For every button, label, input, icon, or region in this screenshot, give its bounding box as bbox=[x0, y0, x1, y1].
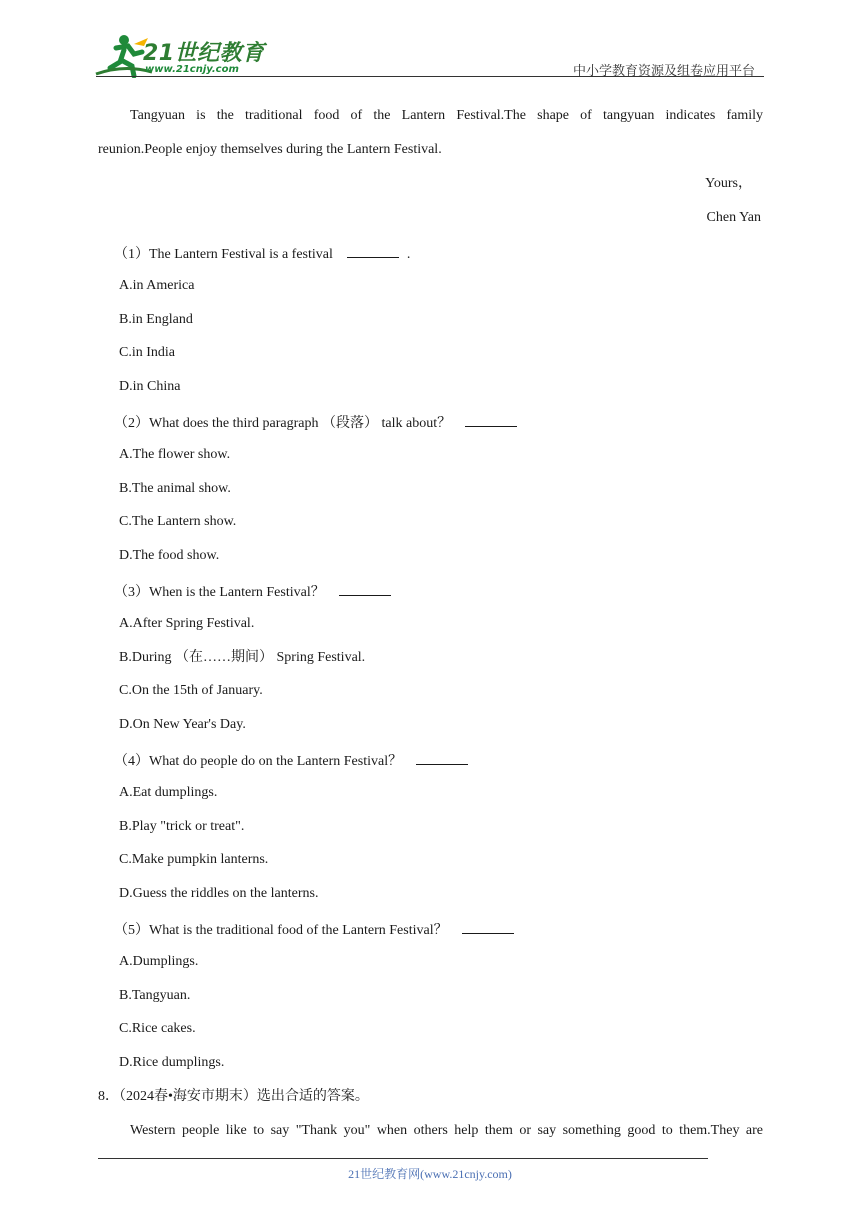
option-2c: C.The Lantern show. bbox=[119, 514, 237, 529]
question-stem: （3）When is the Lantern Festival？ bbox=[114, 585, 325, 600]
option-2d: D.The food show. bbox=[119, 548, 220, 563]
letter-closing: Yours， bbox=[705, 176, 752, 191]
option-2a: A.The flower show. bbox=[119, 447, 231, 462]
option-4a: A.Eat dumplings. bbox=[119, 785, 218, 800]
option-5b: B.Tangyuan. bbox=[119, 988, 191, 1003]
question-2 bbox=[114, 412, 517, 433]
option-4d: D.Guess the riddles on the lanterns. bbox=[119, 886, 319, 901]
question-5 bbox=[114, 919, 514, 940]
option-3c: C.On the 15th of January. bbox=[119, 683, 263, 698]
option-5d: D.Rice dumplings. bbox=[119, 1055, 225, 1070]
header-tagline: 中小学教育资源及组卷应用平台 bbox=[572, 63, 755, 78]
option-1b: B.in England bbox=[119, 312, 193, 327]
option-3b: B.During （在……期间） Spring Festival. bbox=[119, 650, 366, 665]
option-5c: C.Rice cakes. bbox=[119, 1021, 196, 1036]
answer-blank bbox=[465, 412, 517, 427]
question-end: . bbox=[406, 247, 411, 262]
question-3 bbox=[114, 581, 391, 602]
item-8-heading: 8．（2024春•海安市期末）选出合适的答案。 bbox=[98, 1089, 369, 1104]
answer-blank bbox=[416, 750, 468, 765]
option-4c: C.Make pumpkin lanterns. bbox=[119, 852, 269, 867]
letter-signature: Chen Yan bbox=[706, 210, 761, 225]
question-4 bbox=[114, 750, 468, 771]
footer-divider bbox=[98, 1158, 708, 1159]
answer-blank bbox=[339, 581, 391, 596]
question-stem: （5）What is the traditional food of the Lantern Festival？ bbox=[114, 923, 448, 938]
option-1d: D.in China bbox=[119, 379, 181, 394]
question-stem: （1）The Lantern Festival is a festival bbox=[114, 247, 333, 262]
option-3d: D.On New Year's Day. bbox=[119, 717, 246, 732]
option-5a: A.Dumplings. bbox=[119, 954, 199, 969]
option-1a: A.in America bbox=[119, 278, 195, 293]
question-stem: （4）What do people do on the Lantern Festival？ bbox=[114, 754, 403, 769]
answer-blank bbox=[462, 919, 514, 934]
footer-link[interactable]: 21世纪教育网(www.21cnjy.com) bbox=[348, 1167, 512, 1181]
page-header bbox=[0, 0, 860, 80]
option-3a: A.After Spring Festival. bbox=[119, 616, 255, 631]
question-stem: （2）What does the third paragraph （段落） talk about？ bbox=[114, 416, 452, 431]
brand-url: www.21cnjy.com bbox=[145, 64, 239, 75]
passage-line-1: Tangyuan is the traditional food of the Lantern Festival.The shape of tangyuan indicates family bbox=[130, 108, 763, 123]
option-1c: C.in India bbox=[119, 345, 175, 360]
passage-line-2: reunion.People enjoy themselves during the Lantern Festival. bbox=[98, 142, 442, 157]
option-2b: B.The animal show. bbox=[119, 481, 231, 496]
header-divider bbox=[96, 76, 764, 77]
item-8-text-line-1: Western people like to say "Thank you" when others help them or say something good to them.They are bbox=[130, 1123, 763, 1138]
question-1 bbox=[114, 243, 410, 264]
option-4b: B.Play "trick or treat". bbox=[119, 819, 245, 834]
answer-blank bbox=[347, 243, 399, 258]
brand-title: 21世纪教育 bbox=[143, 41, 265, 66]
